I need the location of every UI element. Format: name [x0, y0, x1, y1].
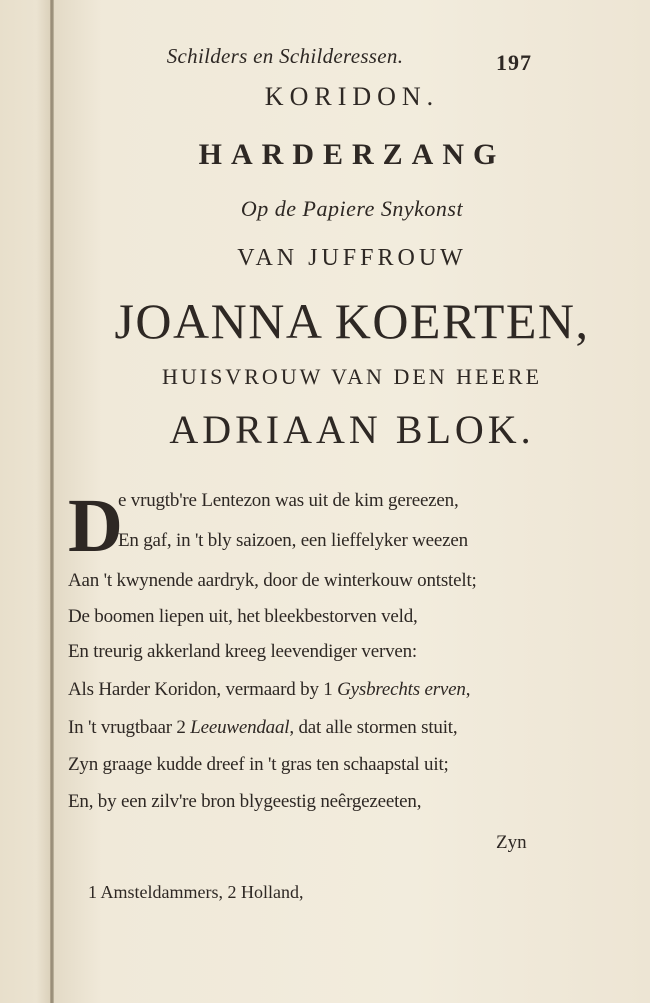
- title-husband: ADRIAAN BLOK.: [169, 407, 535, 452]
- verse-line: En, by een zilv're bron blygeestig neêrgezeeten,: [68, 791, 422, 812]
- verse-line: En gaf, in 't bly saizoen, een lieffelyker weezen: [118, 530, 468, 551]
- verse-line: De boomen liepen uit, het bleekbestorven veld,: [68, 606, 418, 627]
- title-name: JOANNA KOERTEN,: [114, 293, 590, 349]
- verse-line: En treurig akkerland kreeg leevendiger verven:: [68, 641, 417, 662]
- catchword: Zyn: [496, 832, 527, 853]
- title-harderzang: HARDERZANG: [198, 138, 506, 171]
- verse-line: Zyn graage kudde dreef in 't gras ten schaapstal uit;: [68, 754, 449, 775]
- drop-cap: D: [68, 484, 123, 568]
- verse-line: e vrugtb're Lentezon was uit de kim gereezen,: [118, 490, 459, 511]
- verse-line: In 't vrugtbaar 2 Leeuwendaal, dat alle stormen stuit,: [68, 717, 458, 738]
- page-number: 197: [496, 50, 532, 75]
- verse-line: Als Harder Koridon, vermaard by 1 Gysbrechts erven,: [68, 679, 471, 700]
- verse-line: Aan 't kwynende aardryk, door de winterkouw ontstelt;: [68, 570, 477, 591]
- running-head: Schilders en Schilderessen.: [166, 44, 404, 68]
- title-van: VAN JUFFROUW: [237, 245, 467, 271]
- title-koridon: KORIDON.: [264, 82, 440, 111]
- footnote: 1 Amsteldammers, 2 Holland,: [88, 882, 304, 902]
- left-page-edge: [0, 0, 52, 1003]
- title-huisvrouw: HUISVROUW VAN DEN HEERE: [161, 364, 543, 389]
- title-subject: Op de Papiere Snykonst: [240, 196, 464, 221]
